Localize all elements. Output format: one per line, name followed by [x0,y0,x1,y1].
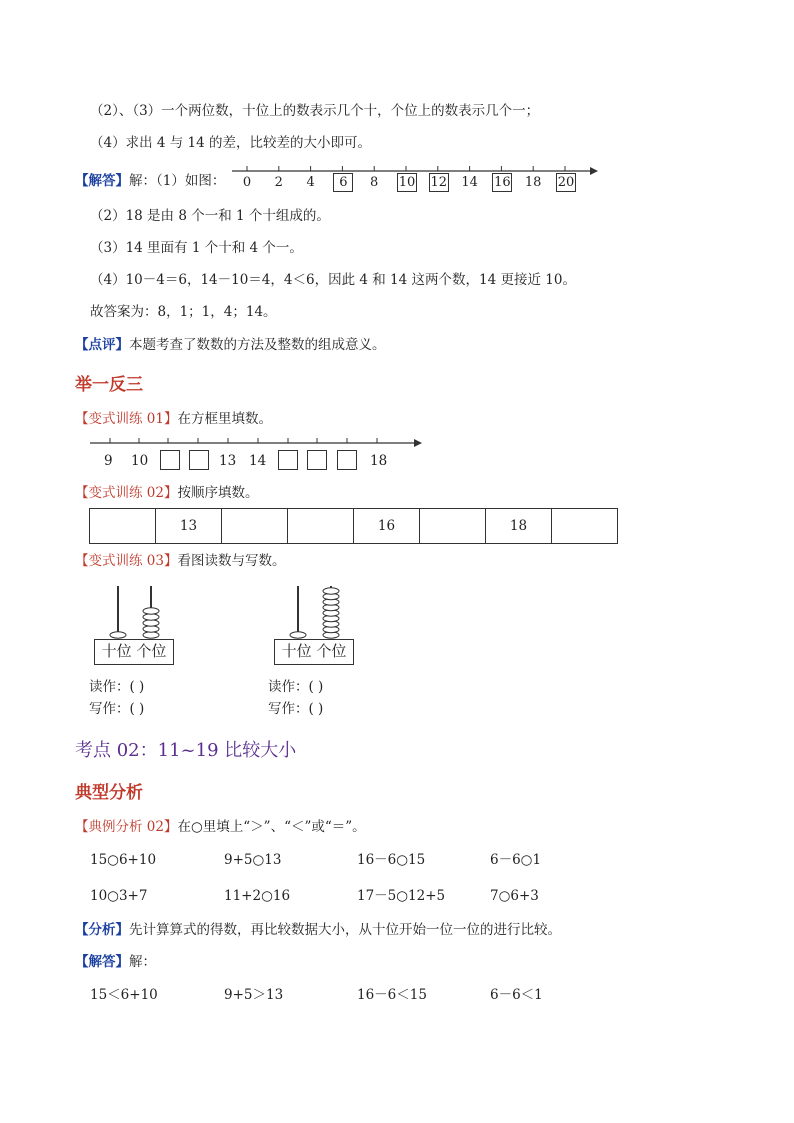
compare-item: 6－6○1 [490,852,542,868]
example-02-prompt [75,818,366,836]
number-line-2-axis [88,434,428,450]
exercise-02-prompt [75,484,258,502]
fill-box-16[interactable] [307,450,327,470]
abacus-2 [274,584,354,666]
answer-intro: 解：（1）如图： [129,173,226,189]
sequence-cell[interactable] [222,509,288,544]
exercise-01-text: 在方框里填数。 [177,411,272,427]
abacus-1 [94,584,174,666]
fill-box-12[interactable] [189,450,209,470]
abacus-1-label: 十位 个位 [94,639,174,665]
exercise-03-text: 看图读数与写数。 [177,553,286,569]
nl2-label-18: 18 [370,453,388,469]
number-line-boxed-label: 16 [494,175,511,190]
example-02-text: 在○里填上“＞”、“＜”或“＝”。 [177,819,366,835]
sequence-cell: 13 [156,509,222,544]
answer-line-3: （3）14 里面有 1 个十和 4 个一。 [90,240,303,256]
sequence-cell[interactable] [90,509,156,544]
answer-tag: 【解答】 [75,173,129,189]
number-line-label: 4 [306,175,315,190]
number-line-boxed-label: 20 [557,175,575,190]
analysis-text: 先计算算式的得数，再比较数据大小，从十位开始一位一位的进行比较。 [129,922,561,938]
sequence-cell[interactable] [420,509,486,544]
exercise-01-prompt [75,410,272,428]
number-line-label: 14 [461,175,478,190]
number-line-boxed-label: 10 [398,175,416,190]
kaodian-02-title: 考点 02：11~19 比较大小 [75,740,297,761]
number-line-fill-boxes [88,434,428,474]
answer-2-intro: 解： [129,954,156,970]
answer-line-2: （2）18 是由 8 个一和 1 个十组成的。 [90,208,330,224]
compare-item: 9+5○13 [224,852,282,868]
review-text: 本题考查了数数的方法及整数的组成意义。 [129,337,386,353]
example-02-tag: 【典例分析 02】 [75,819,178,835]
compare-item: 16－6○15 [357,852,426,868]
nl2-label-13: 13 [219,453,237,469]
abacus-2-read: 读作：( ) [268,679,324,695]
fill-box-17[interactable] [337,450,357,470]
sequence-cell[interactable] [552,509,618,544]
compare-answer: 6－6＜1 [490,987,543,1003]
compare-item: 15○6+10 [90,852,157,868]
abacus-2-rods [274,584,354,640]
abacus-2-label: 十位 个位 [274,639,354,665]
fill-box-15[interactable] [278,450,298,470]
section-title-practice: 举一反三 [75,375,143,395]
sequence-cell: 16 [354,509,420,544]
number-line-label: 2 [274,175,283,190]
number-line-label: 8 [370,175,379,190]
number-line-label: 18 [524,175,542,190]
answer-line-4: （4）10－4＝6，14－10＝4，4＜6，因此 4 和 14 这两个数，14 更接近 10。 [90,272,576,288]
abacus-1-write: 写作：( ) [89,701,145,717]
analysis-line-4: （4）求出 4 与 14 的差，比较差的大小即可。 [90,135,372,151]
exercise-02-text: 按顺序填数。 [177,485,259,501]
exercise-03-prompt [75,552,285,570]
section-title-typical-analysis: 典型分析 [75,783,143,803]
compare-item: 17－5○12+5 [357,888,446,904]
abacus-1-read: 读作：( ) [89,679,145,695]
abacus-1-rods [94,584,174,640]
compare-item: 11+2○16 [224,888,291,904]
sequence-table [89,508,618,544]
nl2-label-10: 10 [131,453,149,469]
sequence-cell[interactable] [288,509,354,544]
number-line-boxed-label: 12 [430,175,448,190]
review-tag: 【点评】 [75,337,129,353]
exercise-02-tag: 【变式训练 02】 [75,485,178,501]
compare-item: 10○3+7 [90,888,148,904]
compare-item: 7○6+3 [490,888,539,904]
answer-2-tag: 【解答】 [75,954,129,970]
number-line-boxed-label: 6 [333,173,353,192]
fill-box-11[interactable] [160,450,180,470]
nl2-label-9: 9 [104,453,113,469]
exercise-03-tag: 【变式训练 03】 [75,553,178,569]
compare-answer: 15＜6+10 [90,987,158,1003]
compare-answer: 16－6＜15 [357,987,427,1003]
abacus-2-write: 写作：( ) [268,701,324,717]
analysis-tag: 【分析】 [75,922,129,938]
analysis-line-2-3: （2）、（3）一个两位数，十位上的数表示几个十，个位上的数表示几个一； [90,103,540,119]
answer-2-line [75,953,156,971]
number-line-0-20 [230,162,600,194]
answer-line-1 [75,172,225,190]
review-line [75,336,386,354]
final-answer: 故答案为：8，1；1，4；14。 [90,304,277,320]
number-line-label: 0 [242,175,252,190]
sequence-cell: 18 [486,509,552,544]
analysis-line [75,921,561,939]
exercise-01-tag: 【变式训练 01】 [75,411,178,427]
compare-answer: 9+5＞13 [224,987,284,1003]
nl2-label-14: 14 [249,453,267,469]
